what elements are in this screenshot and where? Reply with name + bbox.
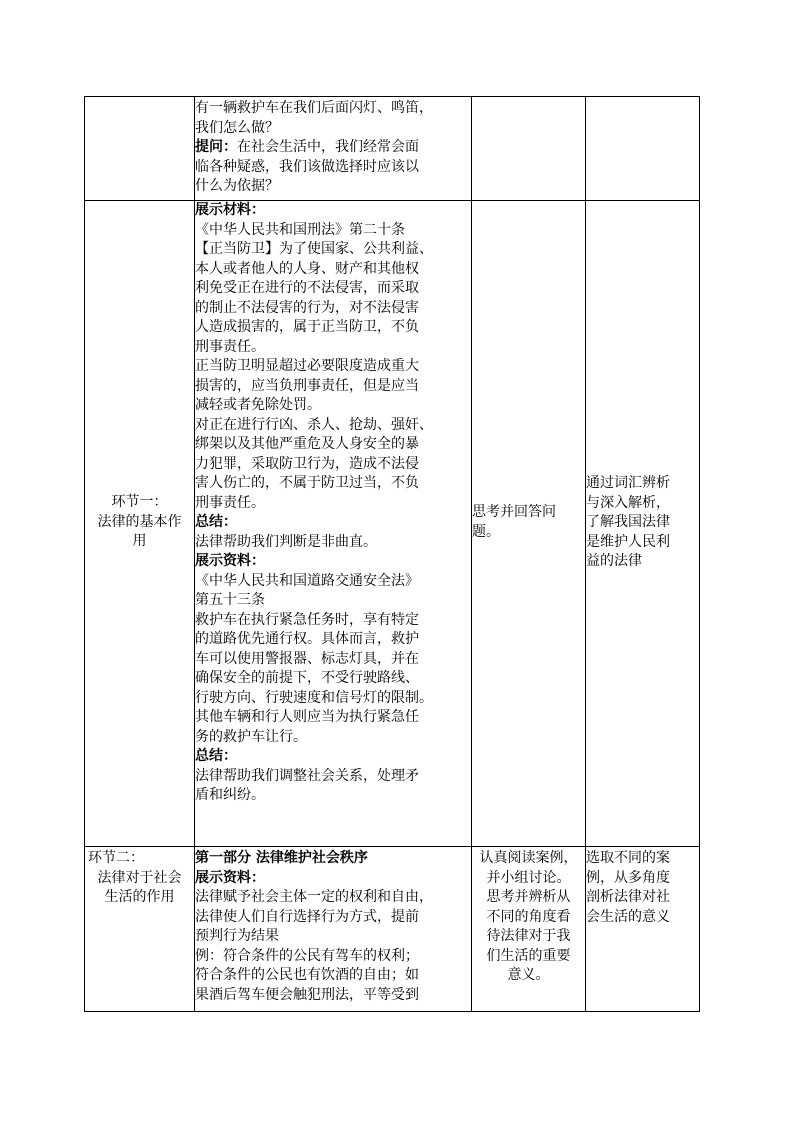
teacher-activity-cell — [195, 201, 472, 847]
content-line: 人造成损害的，属于正当防卫，不负 — [195, 319, 419, 335]
content-line: 符合条件的公民也有饮酒的自由；如 — [195, 967, 419, 983]
student-activity-line: 认真阅读案例， — [479, 850, 578, 866]
student-activity-cell — [472, 97, 586, 201]
table-row — [85, 847, 700, 1012]
design-intent-line: 通过词汇辨析 — [586, 475, 670, 491]
content-line: 的制止不法侵害的行为，对不法侵害 — [195, 299, 419, 316]
content-line: 法律帮助我们调整社会关系，处理矛 — [195, 767, 419, 784]
design-intent-line: 剖析法律对社 — [586, 889, 670, 905]
content-line: 《中华人民共和国刑法》第二十条 — [195, 221, 405, 238]
design-intent-line: 与深入解析， — [586, 494, 670, 511]
design-intent-line: 例，从多角度 — [586, 869, 670, 886]
teacher-activity-cell — [195, 847, 472, 1012]
design-intent-line: 选取不同的案 — [586, 850, 670, 866]
question-label: 提问： — [195, 139, 237, 155]
content-line: 我们怎么做？ — [195, 119, 279, 136]
content-line: 法律使人们自行选择行为方式，提前 — [195, 908, 419, 925]
content-heading: 总结： — [195, 514, 237, 530]
content-line: 《中华人民共和国道路交通安全法》 — [195, 572, 419, 589]
design-intent-cell — [586, 97, 700, 201]
student-activity-line: 思考并辨析从 — [486, 889, 571, 905]
content-line: 车可以使用警报器、标志灯具，并在 — [195, 650, 419, 667]
design-intent-line: 是维护人民利 — [586, 533, 670, 550]
content-line: 其他车辆和行人则应当为执行紧急任 — [195, 709, 419, 725]
teacher-activity-cell — [195, 97, 472, 201]
content-line: 法律帮助我们判断是非曲直。 — [195, 533, 377, 550]
content-line: 损害的，应当负刑事责任，但是应当 — [195, 377, 419, 394]
content-line: 对正在进行行凶、杀人、抢劫、强奸、 — [195, 416, 433, 433]
content-line: 【正当防卫】为了使国家、公共利益、 — [195, 241, 433, 257]
student-activity-line: 题。 — [472, 523, 500, 540]
content-line: 盾和纠纷。 — [195, 787, 265, 803]
design-intent-cell — [586, 847, 700, 1012]
content-line: 什么为依据？ — [195, 178, 279, 194]
content-line: 减轻或者免除处罚。 — [195, 397, 321, 413]
content-line: 临各种疑惑，我们该做选择时应该以 — [195, 158, 419, 175]
content-line: 务的救护车让行。 — [195, 728, 307, 745]
design-intent-line: 益的法律 — [586, 553, 642, 569]
content-line: 救护车在执行紧急任务时，享有特定 — [195, 611, 419, 628]
content-line: 害人伤亡的，不属于防卫过当，不负 — [195, 475, 419, 491]
content-heading: 第一部分 法律维护社会秩序 — [195, 850, 368, 866]
student-activity-line: 待法律对于我 — [486, 928, 571, 944]
section-title-line: 环节二： — [88, 850, 144, 866]
content-heading: 展示资料： — [195, 869, 265, 886]
content-line: 的道路优先通行权。具体而言，救护 — [195, 631, 419, 647]
design-intent-line: 会生活的意义 — [586, 908, 670, 925]
student-activity-line: 们生活的重要 — [486, 947, 571, 964]
student-activity-cell — [472, 201, 586, 847]
content-line: 有一辆救护车在我们后面闪灯、鸣笛， — [195, 100, 433, 116]
question-line — [195, 138, 471, 158]
content-line: 利免受正在进行的不法侵害，而采取 — [195, 280, 419, 296]
section-title-line: 用 — [132, 533, 147, 549]
section-cell — [85, 97, 195, 201]
content-line: 本人或者他人的人身、财产和其他权 — [195, 260, 419, 277]
content-line: 例：符合条件的公民有驾车的权利； — [195, 947, 419, 964]
student-activity-line: 并小组讨论。 — [486, 869, 571, 886]
section-cell — [85, 847, 195, 1012]
section-cell — [85, 201, 195, 847]
content-heading: 展示资料： — [195, 553, 265, 569]
question-text: 在社会生活中，我们经常会面 — [237, 139, 419, 155]
content-line: 刑事责任。 — [195, 338, 265, 355]
student-activity-line: 意义。 — [507, 967, 550, 983]
content-heading: 总结： — [195, 748, 237, 764]
content-line: 法律赋予社会主体一定的权利和自由， — [195, 889, 433, 905]
student-activity-line: 不同的角度看 — [486, 908, 571, 925]
section-title-line: 法律对于社会 — [97, 869, 182, 886]
content-line: 绑架以及其他严重危及人身安全的暴 — [195, 436, 419, 452]
section-title-line: 生活的作用 — [104, 889, 175, 905]
content-line: 果酒后驾车便会触犯刑法，平等受到 — [195, 986, 419, 1003]
student-activity-line: 思考并回答问 — [472, 504, 556, 520]
content-line: 刑事责任。 — [195, 494, 265, 511]
content-line: 力犯罪，采取防卫行为，造成不法侵 — [195, 455, 419, 472]
content-line: 预判行为结果 — [195, 928, 279, 944]
design-intent-line: 了解我国法律 — [586, 514, 670, 530]
section-title-line: 法律的基本作 — [97, 513, 182, 530]
table-row — [85, 97, 700, 201]
content-line: 正当防卫明显超过必要限度造成重大 — [195, 358, 419, 374]
section-title-line: 环节一： — [111, 494, 168, 510]
table-row — [85, 201, 700, 847]
lesson-plan-table — [84, 96, 700, 1012]
content-heading: 展示材料： — [195, 202, 265, 218]
content-line: 第五十三条 — [195, 592, 265, 608]
student-activity-cell — [472, 847, 586, 1012]
content-line: 行驶方向、行驶速度和信号灯的限制。 — [195, 689, 433, 706]
content-line: 确保安全的前提下，不受行驶路线、 — [195, 670, 419, 686]
design-intent-cell — [586, 201, 700, 847]
